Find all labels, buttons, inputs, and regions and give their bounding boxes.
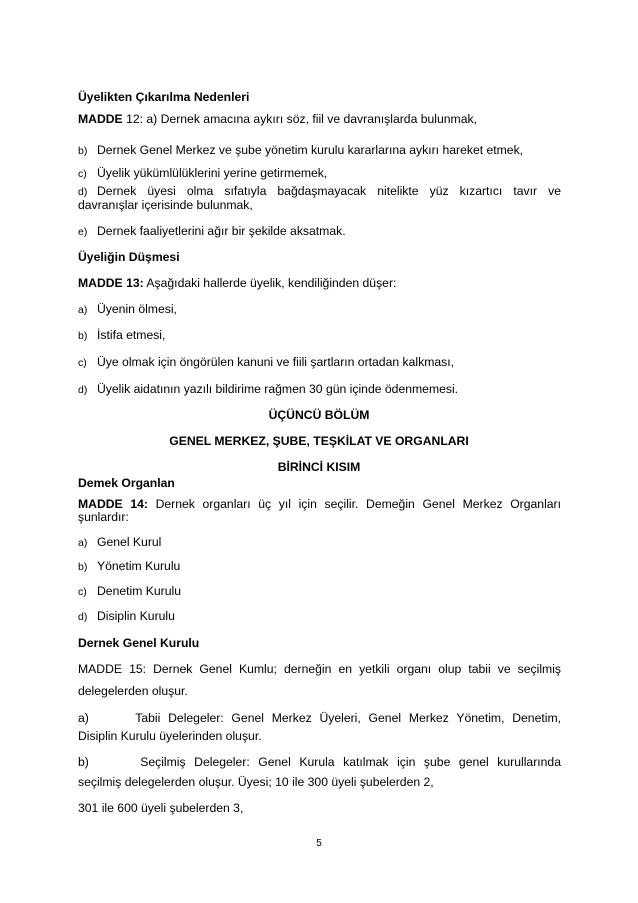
list-letter: c) xyxy=(78,586,87,598)
list-text: Üyelik aidatının yazılı bildirime rağmen 30 gün içinde ödenmemesi. xyxy=(97,382,459,396)
list-text: Dernek Genel Merkez ve şube yönetim kurulu kararlarına aykırı hareket etmek, xyxy=(97,143,524,157)
list-text: Üyelik yükümlülüklerini yerine getirmemek, xyxy=(97,166,328,180)
list-item xyxy=(78,143,523,158)
paragraph-b-continuation: seçilmiş delegelerden oluşur. Üyesi; 10 ile 300 üyeli şubelerden 2, xyxy=(78,775,434,789)
section-heading: Üyeliğin Düşmesi xyxy=(78,250,180,264)
list-item xyxy=(78,382,458,397)
list-letter: d) xyxy=(78,384,88,396)
madde-15-continuation: delegelerden oluşur. xyxy=(78,684,188,698)
list-text: Denetim Kurulu xyxy=(97,584,181,598)
list-item xyxy=(78,224,346,239)
list-item xyxy=(78,559,180,574)
list-text: Dernek faaliyetlerini ağır bir şekilde aksatmak. xyxy=(97,224,346,238)
paragraph-last: 301 ile 600 üyeli şubelerden 3, xyxy=(78,801,244,815)
list-item xyxy=(78,584,181,599)
madde-13 xyxy=(78,276,396,290)
madde-text: 12: a) Dernek amacına aykırı söz, fiil ve davranışlarda bulunmak, xyxy=(122,112,477,126)
list-item xyxy=(78,184,561,199)
list-text: Genel Kurul xyxy=(97,535,162,549)
list-letter: b) xyxy=(78,330,88,342)
list-letter: c) xyxy=(78,357,87,369)
madde-14 xyxy=(78,497,561,511)
list-letter: e) xyxy=(78,226,88,238)
list-letter: a) xyxy=(78,537,88,549)
list-item xyxy=(78,355,454,370)
list-letter: d) xyxy=(78,186,88,198)
list-text: İstifa etmesi, xyxy=(97,328,166,342)
list-text: Yönetim Kurulu xyxy=(97,559,181,573)
paragraph-a: a) Tabii Delegeler: Genel Merkez Üyeleri, Genel Merkez Yönetim, Denetim, xyxy=(78,711,561,725)
madde-label: MADDE xyxy=(78,112,123,126)
list-item xyxy=(78,535,161,550)
list-item xyxy=(78,328,165,343)
madde-text: Dernek organları üç yıl için seçilir. Demeğin Genel Merkez Organları xyxy=(147,497,562,511)
list-letter: b) xyxy=(78,145,88,157)
list-item-continuation: davranışlar içerisinde bulunmak, xyxy=(78,198,253,212)
list-text: Üye olmak için öngörülen kanuni ve fiili şartların ortadan kalkması, xyxy=(97,355,454,369)
list-letter: d) xyxy=(78,611,88,623)
list-letter: a) xyxy=(78,304,88,316)
list-text: Disiplin Kurulu xyxy=(97,609,175,623)
madde-text: Aşağıdaki hallerde üyelik, kendiliğinden düşer: xyxy=(143,276,397,290)
list-item xyxy=(78,609,175,624)
madde-label: MADDE 13: xyxy=(78,276,144,290)
part-section: BİRİNCİ KISIM xyxy=(277,460,361,474)
list-text: Dernek üyesi olma sıfatıyla bağdaşmayacak nitelikte yüz kızartıcı tavır ve xyxy=(97,184,561,198)
section-heading: Dernek Genel Kurulu xyxy=(78,636,200,650)
paragraph-b: b) Seçilmiş Delegeler: Genel Kurula katılmak için şube genel kurullarında xyxy=(78,755,561,769)
madde-label: MADDE 14: xyxy=(78,497,148,511)
madde-12 xyxy=(78,112,477,126)
section-heading: Üyelikten Çıkarılma Nedenleri xyxy=(78,90,250,104)
part-title: ÜÇÜNCÜ BÖLÜM xyxy=(268,408,370,422)
list-item xyxy=(78,302,177,317)
list-text: Üyenin ölmesi, xyxy=(97,302,177,316)
madde-continuation: şunlardır: xyxy=(78,510,129,524)
part-subtitle: GENEL MERKEZ, ŞUBE, TEŞKİLAT VE ORGANLARI xyxy=(169,434,469,448)
list-letter: b) xyxy=(78,561,88,573)
paragraph-a-continuation: Disiplin Kurulu üyelerinden oluşur. xyxy=(78,729,262,743)
madde-15: MADDE 15: Dernek Genel Kumlu; derneğin en yetkili organı olup tabii ve seçilmiş xyxy=(78,662,561,676)
section-heading: Demek Organlan xyxy=(78,476,175,490)
list-letter: c) xyxy=(78,168,87,180)
list-item xyxy=(78,166,327,181)
page-number: 5 xyxy=(316,838,322,849)
